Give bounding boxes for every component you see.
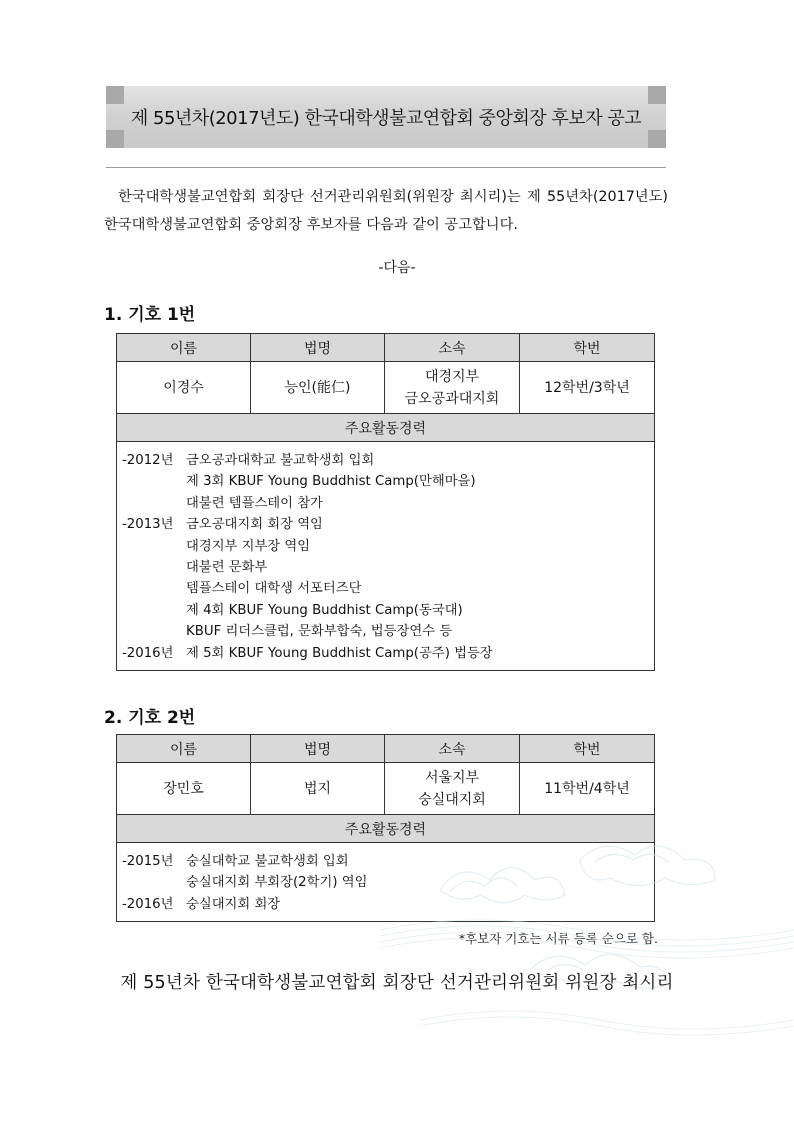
activity-text: 숭실대지회 회장 [186, 896, 281, 912]
banner-corner [648, 130, 666, 148]
activities-header: 주요활동경력 [117, 414, 655, 442]
activity-year [122, 493, 186, 514]
candidate-dharma: 법지 [251, 763, 385, 815]
activity-text: 대경지부 지부장 역임 [186, 538, 311, 554]
activities-header: 주요활동경력 [117, 815, 655, 843]
activity-text: 금오공대지회 회장 역임 [186, 517, 323, 533]
activity-text: KBUF 리더스클럽, 문화부합숙, 법등장연수 등 [186, 624, 453, 640]
info-row [117, 763, 655, 815]
activities-list [117, 442, 655, 671]
activity-year [122, 536, 186, 557]
candidate-year: 12학번/3학년 [520, 362, 655, 414]
header-row [117, 334, 655, 362]
header-row [117, 735, 655, 763]
candidate-affiliation [385, 763, 520, 815]
footer-signature: 제 55년차 한국대학생불교연합회 회장단 선거관리위원회 위원장 최시리 [120, 973, 674, 993]
candidate-2-heading: 2. 기호 2번 [104, 708, 196, 728]
activities-row [117, 442, 655, 671]
header-name: 이름 [117, 735, 251, 763]
activity-text: 제 3회 KBUF Young Buddhist Camp(만해마을) [186, 474, 476, 490]
activity-year: -2016년 [122, 896, 174, 912]
candidate-name: 이경수 [117, 362, 251, 414]
activity-item [122, 493, 648, 514]
activity-year [122, 471, 186, 492]
title-banner [106, 86, 666, 148]
page-title: 제 55년차(2017년도) 한국대학생불교연합회 중앙회장 후보자 공고 [130, 108, 642, 129]
activity-item [122, 536, 648, 557]
activity-text: 템플스테이 대학생 서포터즈단 [186, 581, 362, 597]
cloud-watermark-icon [380, 820, 794, 1050]
activity-text: 대불련 템플스테이 참가 [186, 495, 323, 511]
header-affiliation: 소속 [385, 334, 520, 362]
activity-text: 제 4회 KBUF Young Buddhist Camp(동국대) [186, 602, 463, 618]
header-dharma: 법명 [251, 334, 385, 362]
header-affiliation: 소속 [385, 735, 520, 763]
activity-year [122, 872, 186, 893]
candidate-dharma: 능인(能仁) [251, 362, 385, 414]
activity-year: -2013년 [122, 517, 174, 533]
activity-item [122, 621, 648, 642]
activity-year: -2015년 [122, 854, 174, 869]
activity-year: -2012년 [122, 453, 174, 468]
candidate-affiliation [385, 362, 520, 414]
activity-text: 제 5회 KBUF Young Buddhist Camp(공주) 법등장 [186, 645, 493, 661]
activity-text: 숭실대지회 부회장(2학기) 역임 [186, 875, 368, 891]
activity-item [122, 471, 648, 492]
affiliation-chapter: 금오공과대지회 [404, 390, 500, 407]
banner-corner [648, 86, 666, 104]
affiliation-branch: 대경지부 [424, 368, 480, 385]
candidate-year: 11학번/4학년 [520, 763, 655, 815]
intro-paragraph: 한국대학생불교연합회 회장단 선거관리위원회(위원장 최시리)는 제 55년차(2017년도) 한국대학생불교연합회 중앙회장 후보자를 다음과 같이 공고합니다. [104, 189, 668, 233]
activity-year: -2016년 [122, 645, 174, 661]
activity-year [122, 621, 186, 642]
activity-year [122, 600, 186, 621]
affiliation-branch: 서울지부 [424, 769, 480, 786]
header-year: 학번 [520, 334, 655, 362]
candidate-1-table [116, 333, 655, 671]
da-eum-label: -다음- [378, 260, 416, 276]
divider [106, 167, 666, 168]
activity-item [122, 450, 648, 471]
activity-item [122, 578, 648, 599]
activity-year [122, 578, 186, 599]
activity-item [122, 643, 648, 664]
candidate-1-heading: 1. 기호 1번 [104, 305, 196, 325]
banner-corner [106, 86, 124, 104]
activity-text: 대불련 문화부 [186, 560, 268, 576]
activity-text: 금오공과대학교 불교학생회 입회 [186, 453, 375, 468]
header-name: 이름 [117, 334, 251, 362]
activity-item [122, 514, 648, 535]
info-row [117, 362, 655, 414]
activity-item [122, 557, 648, 578]
affiliation-chapter: 숭실대지회 [418, 791, 486, 808]
candidate-name: 장민호 [117, 763, 251, 815]
header-year: 학번 [520, 735, 655, 763]
activities-header-row [117, 414, 655, 442]
activity-item [122, 600, 648, 621]
activity-year [122, 557, 186, 578]
footnote: *후보자 기호는 서류 등록 순으로 함. [458, 931, 658, 946]
header-dharma: 법명 [251, 735, 385, 763]
activity-text: 숭실대학교 불교학생회 입회 [186, 854, 349, 869]
banner-corner [106, 130, 124, 148]
